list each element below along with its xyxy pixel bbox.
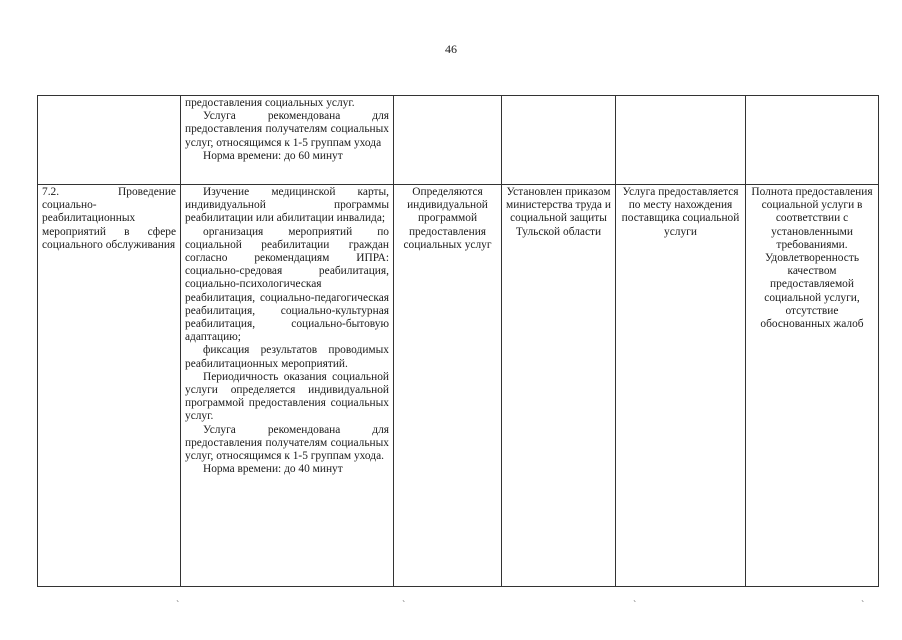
cell-tariff-empty — [502, 96, 616, 185]
cell-tariff — [502, 185, 616, 587]
description-paragraph: предоставления социальных услуг. — [185, 97, 355, 109]
cell-quality-empty — [746, 96, 879, 185]
description-paragraph: Изучение медицинской карты, индивидуальной программы реабилитации или абилитации инвалида; — [185, 186, 389, 225]
conditions-text: Услуга предоставляется по месту нахождения поставщика социальной услуги — [621, 186, 740, 238]
service-name: 7.2. Проведение социально-реабилитационных мероприятий в сфере социального обслуживания — [42, 186, 176, 251]
description-paragraph: Услуга рекомендована для предоставления получателям социальных услуг, относящимся к 1-5 группам ухода. — [185, 423, 389, 463]
cell-conditions-empty — [616, 96, 746, 185]
cell-description-continued — [181, 96, 394, 185]
scan-dot-mark: ` — [633, 600, 637, 611]
cell-conditions — [616, 185, 746, 587]
page-number: 46 — [445, 42, 457, 56]
scan-dot-mark: ` — [402, 600, 406, 611]
table-row-continuation — [38, 96, 879, 185]
scan-dot-mark: ` — [861, 600, 865, 611]
volume-text: Определяются индивидуальной программой предоставления социальных услуг — [403, 186, 492, 251]
cell-description — [181, 185, 394, 587]
quality-text: Полнота предоставления социальной услуги в соответствии с установленными требованиями. Удовлетворенность качеством предоставляемой социальной услуги, отсутствие обоснованных жалоб — [751, 186, 873, 331]
description-paragraph: фиксация результатов проводимых реабилитационных мероприятий. — [185, 344, 389, 370]
description-paragraph: Услуга рекомендована для предоставления получателям социальных услуг, относящимся к 1-5 группам ухода — [185, 110, 389, 149]
description-paragraph: организация мероприятий по социальной реабилитации граждан согласно рекомендациям ИПРА: социально-средовая реабилитация, социально-психологическая реабилитация, социально-педагогическая реабилитация, социально-культурная реабилитация, социально-бытовую адаптацию; — [185, 225, 389, 344]
cell-name-empty — [38, 96, 181, 185]
cell-volume-empty — [394, 96, 502, 185]
description-paragraph: Норма времени: до 60 минут — [203, 149, 343, 162]
description-paragraph: Периодичность оказания социальной услуги определяется индивидуальной программой предоставления социальных услуг. — [185, 370, 389, 423]
table-row-7-2 — [38, 185, 879, 587]
tariff-text: Установлен приказом министерства труда и социальной защиты Тульской области — [506, 186, 611, 238]
scan-dot-mark: ` — [176, 600, 180, 611]
cell-service-name — [38, 185, 181, 587]
cell-quality — [746, 185, 879, 587]
services-table — [37, 95, 879, 587]
cell-volume — [394, 185, 502, 587]
description-paragraph: Норма времени: до 40 минут — [203, 463, 343, 476]
